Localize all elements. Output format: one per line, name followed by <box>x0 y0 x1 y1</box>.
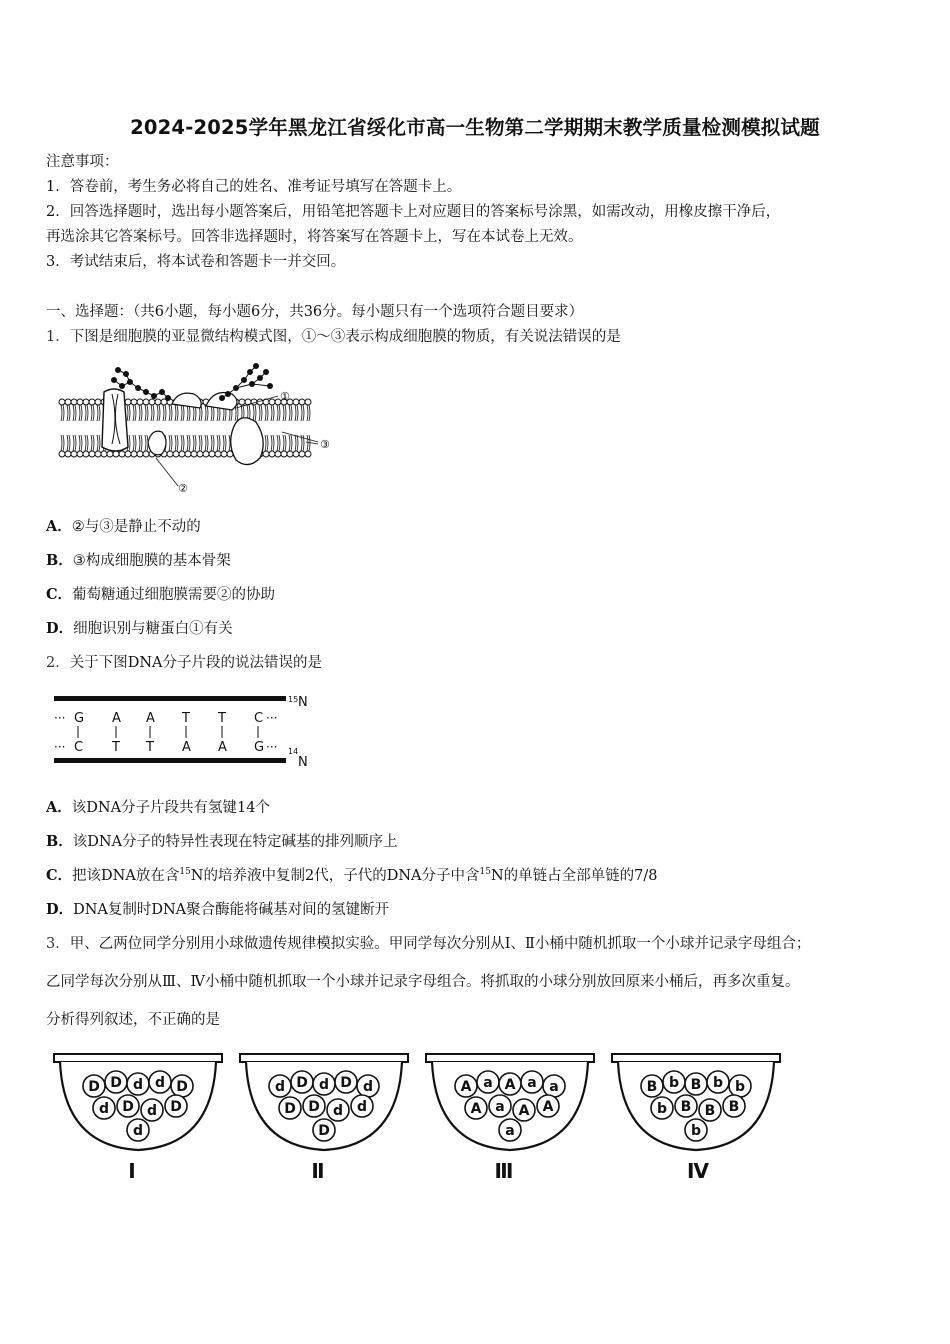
phospholipid-tail <box>223 435 226 451</box>
phospholipid-tail <box>79 405 82 421</box>
q1-option-c[interactable] <box>46 585 275 605</box>
bucket <box>54 1054 222 1183</box>
ball-letter: B <box>704 1103 716 1119</box>
bucket-label: Ⅱ <box>311 1159 325 1183</box>
phospholipid-tail <box>301 405 304 421</box>
phospholipid-head <box>185 451 191 457</box>
phospholipid-head <box>95 399 101 405</box>
phospholipid-tail <box>139 405 142 421</box>
ball-letter: a <box>495 1099 505 1115</box>
phospholipid-tail <box>61 405 64 421</box>
base-bottom: T <box>112 740 120 755</box>
phospholipid-tail <box>271 435 274 451</box>
phospholipid-tail <box>271 405 274 421</box>
ball-letter: a <box>505 1123 515 1139</box>
phospholipid-head <box>263 451 269 457</box>
ball-letter: d <box>98 1101 110 1117</box>
q2-option-a[interactable] <box>46 798 270 818</box>
ball-letter: D <box>318 1123 330 1139</box>
phospholipid-head <box>89 451 95 457</box>
phospholipid-head <box>179 451 185 457</box>
phospholipid-head <box>101 451 107 457</box>
phospholipid-tail <box>133 405 136 421</box>
option-text: 细胞识别与糖蛋白①有关 <box>73 621 233 637</box>
phospholipid-tail <box>133 435 136 451</box>
bucket-rim <box>240 1054 408 1062</box>
phospholipid-head <box>125 399 131 405</box>
q2-option-c[interactable] <box>46 866 657 886</box>
q2-stem-text: 关于下图DNA分子片段的说法错误的是 <box>69 655 323 671</box>
phospholipid-head <box>77 399 83 405</box>
phospholipid-head <box>215 451 221 457</box>
bucket-rim <box>54 1054 222 1062</box>
phospholipid-tail <box>85 405 88 421</box>
q2-stem <box>46 653 322 673</box>
base-top: T <box>218 711 226 726</box>
ball-letter: D <box>170 1099 182 1115</box>
phospholipid-tail <box>217 435 220 451</box>
phospholipid-tail <box>265 405 268 421</box>
base-top: A <box>146 711 155 726</box>
phospholipid-tail <box>259 405 262 421</box>
label-2: ② <box>178 482 188 495</box>
ball-letter: A <box>518 1103 530 1119</box>
phospholipid-tail <box>151 405 154 421</box>
ball-letter: B <box>690 1077 702 1093</box>
ball-letter: d <box>154 1075 166 1091</box>
protein-2 <box>148 431 166 455</box>
phospholipid-head <box>269 451 275 457</box>
phospholipid-head <box>275 451 281 457</box>
ball-letter: D <box>122 1099 134 1115</box>
option-text: ②与③是静止不动的 <box>71 519 201 535</box>
q1-option-a[interactable] <box>46 517 201 537</box>
option-text: 该DNA分子片段共有氢键14个 <box>71 800 270 816</box>
ball-letter: d <box>132 1123 144 1139</box>
option-text: ③构成细胞膜的基本骨架 <box>72 553 231 569</box>
phospholipid-tail <box>187 435 190 451</box>
phospholipid-tail <box>73 435 76 451</box>
phospholipid-tail <box>265 435 268 451</box>
ball-letter: d <box>146 1103 158 1119</box>
bucket-label: Ⅳ <box>687 1159 709 1183</box>
ball-letter: b <box>712 1075 724 1091</box>
ball-letter: a <box>483 1075 493 1091</box>
phospholipid-head <box>209 451 215 457</box>
bucket-rim <box>426 1054 594 1062</box>
option-text: 葡萄糖通过细胞膜需要②的协助 <box>72 587 276 603</box>
phospholipid-tail <box>175 405 178 421</box>
ball-letter: A <box>460 1079 472 1095</box>
label-1: ① <box>280 390 290 403</box>
phospholipid-tail <box>289 405 292 421</box>
base-bottom: T <box>146 740 154 755</box>
base-bottom: C <box>74 740 84 755</box>
option-key: C． <box>46 586 73 603</box>
phospholipid-head <box>83 399 89 405</box>
phospholipid-tail <box>277 405 280 421</box>
phospholipid-head <box>167 451 173 457</box>
phospholipid-tail <box>205 405 208 421</box>
bucket-label: Ⅲ <box>494 1159 514 1183</box>
base-top: C <box>254 711 264 726</box>
phospholipid-tail <box>97 405 100 421</box>
top-dash-end: ··· <box>266 711 278 725</box>
notice-item-1: 1．答卷前，考生务必将自己的姓名、准考证号填写在答题卡上。 <box>46 179 462 195</box>
phospholipid-tail <box>199 435 202 451</box>
ball-letter: B <box>680 1099 692 1115</box>
phospholipid-head <box>137 451 143 457</box>
phospholipid-tail <box>295 405 298 421</box>
ball-letter: A <box>542 1099 554 1115</box>
glycoprotein <box>172 393 201 408</box>
phospholipid-tail <box>169 405 172 421</box>
phospholipid-tail <box>283 435 286 451</box>
top-strand-bar <box>54 696 286 701</box>
base-bottom: G <box>254 740 265 755</box>
phospholipid-head <box>293 399 299 405</box>
phospholipid-tail <box>181 435 184 451</box>
phospholipid-tail <box>307 435 310 451</box>
phospholipid-tail <box>169 435 172 451</box>
phospholipid-tail <box>163 405 166 421</box>
phospholipid-head <box>299 451 305 457</box>
option-key: D． <box>46 620 74 637</box>
phospholipid-head <box>197 451 203 457</box>
phospholipid-head <box>143 399 149 405</box>
text-part: 把该DNA放在含 <box>72 868 180 884</box>
q1-stem <box>46 327 621 347</box>
q1-option-b[interactable] <box>46 551 231 571</box>
phospholipid-head <box>107 451 113 457</box>
phospholipid-tail <box>91 435 94 451</box>
dna-figure <box>48 688 318 772</box>
bucket <box>240 1054 408 1183</box>
ball-letter: D <box>296 1075 308 1091</box>
bucket-label: Ⅰ <box>128 1159 136 1183</box>
q3-stem-line-1 <box>46 934 810 954</box>
q1-option-d[interactable] <box>46 619 233 639</box>
text-part: N的单链占全部单链的7/8 <box>490 868 658 884</box>
base-bottom: A <box>218 740 227 755</box>
phospholipid-tail <box>187 405 190 421</box>
q2-option-d[interactable] <box>46 900 389 920</box>
ball-letter: B <box>728 1099 740 1115</box>
q3-stem-text: 甲、乙两位同学分别用小球做遗传规律模拟实验。甲同学每次分别从Ⅰ、Ⅱ小桶中随机抓取一个小球并记录字母组合； <box>69 936 811 952</box>
phospholipid-head <box>71 451 77 457</box>
bucket <box>612 1054 780 1183</box>
large-protein <box>231 418 264 465</box>
q2-option-b[interactable] <box>46 832 398 852</box>
ball-letter: d <box>318 1077 330 1093</box>
ball-letter: b <box>690 1123 702 1139</box>
phospholipid-head <box>269 399 275 405</box>
phospholipid-tail <box>283 405 286 421</box>
phospholipid-tail <box>91 405 94 421</box>
phospholipid-tail <box>307 405 310 421</box>
phospholipid-head <box>89 399 95 405</box>
ball-letter: d <box>356 1099 368 1115</box>
phospholipid-head <box>131 399 137 405</box>
option-text: DNA复制时DNA聚合酶能将碱基对间的氢键断开 <box>73 902 390 918</box>
phospholipid-head <box>113 451 119 457</box>
phospholipid-tail <box>97 435 100 451</box>
notice-item-2: 2．回答选择题时，选出每小题答案后，用铅笔把答题卡上对应题目的答案标号涂黑，如需改动，用橡皮擦干净后， <box>46 204 781 220</box>
phospholipid-head <box>281 451 287 457</box>
ball-letter: D <box>284 1101 296 1117</box>
phospholipid-head <box>149 399 155 405</box>
ball-letter: d <box>362 1079 374 1095</box>
q3-stem-line-3: 分析得列叙述，不正确的是 <box>46 1012 220 1028</box>
phospholipid-tail <box>277 435 280 451</box>
base-top: G <box>74 711 85 726</box>
q3-number: 3． <box>46 936 70 952</box>
option-text: 该DNA分子的特异性表现在特定碱基的排列顺序上 <box>72 834 398 850</box>
ball-letter: D <box>88 1079 100 1095</box>
phospholipid-head <box>203 451 209 457</box>
phospholipid-head <box>239 399 245 405</box>
phospholipid-tails <box>61 405 310 451</box>
phospholipid-tail <box>253 405 256 421</box>
bottom-dash-end: ··· <box>266 740 278 754</box>
phospholipid-head <box>71 399 77 405</box>
phospholipid-head <box>137 399 143 405</box>
phospholipid-head <box>59 451 65 457</box>
base-bottom: A <box>182 740 191 755</box>
base-top: A <box>112 711 121 726</box>
phospholipid-tail <box>127 405 130 421</box>
phospholipid-tail <box>193 435 196 451</box>
phospholipid-head <box>221 451 227 457</box>
bottom-element: N <box>298 755 308 770</box>
option-key: A． <box>46 518 72 535</box>
buckets-figure <box>50 1050 790 1190</box>
phospholipid-tail <box>205 435 208 451</box>
phospholipid-tail <box>67 405 70 421</box>
ball-letter: d <box>274 1079 286 1095</box>
bottom-mass: 14 <box>288 747 299 756</box>
phospholipid-head <box>287 451 293 457</box>
phospholipid-head <box>293 451 299 457</box>
phospholipid-tail <box>61 435 64 451</box>
q2-number: 2． <box>46 655 70 671</box>
top-dots: ··· <box>54 711 66 725</box>
phospholipid-head <box>65 451 71 457</box>
phospholipid-tail <box>145 405 148 421</box>
ball-letter: A <box>504 1077 516 1093</box>
bottom-strand-bar <box>54 758 286 763</box>
phospholipid-head <box>131 451 137 457</box>
notice-heading: 注意事项： <box>46 154 119 170</box>
ball-letter: b <box>668 1075 680 1091</box>
ball-letter: b <box>656 1101 668 1117</box>
superscript: 15 <box>479 867 491 877</box>
phospholipid-head <box>77 451 83 457</box>
superscript: 15 <box>179 867 191 877</box>
ball-letter: D <box>308 1099 320 1115</box>
phospholipid-head <box>155 399 161 405</box>
option-key: B． <box>46 552 73 569</box>
ball-letter: d <box>332 1103 344 1119</box>
phospholipid-head <box>95 451 101 457</box>
phospholipid-head <box>119 451 125 457</box>
label-3: ③ <box>320 438 330 451</box>
phospholipid-tail <box>67 435 70 451</box>
phospholipid-tail <box>85 435 88 451</box>
top-element: N <box>298 695 308 710</box>
bottom-dots: ··· <box>54 740 66 754</box>
q1-stem-text: 下图是细胞膜的亚显微结构模式图，①～③表示构成细胞膜的物质，有关说法错误的是 <box>69 329 621 345</box>
phospholipid-head <box>125 451 131 457</box>
phospholipid-head <box>305 451 311 457</box>
ball-letter: A <box>470 1101 482 1117</box>
q3-stem-line-2: 乙同学每次分别从Ⅲ、Ⅳ小桶中随机抓取一个小球并记录字母组合。将抓取的小球分别放回原来小桶后，再多次重复。 <box>46 974 800 990</box>
phospholipid-tail <box>139 435 142 451</box>
ball-letter: a <box>549 1079 559 1095</box>
section-heading: 一、选择题：（共6小题，每小题6分，共36分。每小题只有一个选项符合题目要求） <box>46 304 584 320</box>
page-title: 2024-2025学年黑龙江省绥化市高一生物第二学期期末教学质量检测模拟试题 <box>130 116 820 139</box>
bucket <box>426 1054 594 1183</box>
phospholipid-head <box>299 399 305 405</box>
phospholipid-head <box>173 451 179 457</box>
ball-letter: d <box>132 1077 144 1093</box>
phospholipid-tail <box>289 435 292 451</box>
option-key: D． <box>46 901 74 918</box>
phospholipid-tail <box>175 435 178 451</box>
phospholipid-head <box>191 451 197 457</box>
phospholipid-tail <box>157 405 160 421</box>
phospholipid-tail <box>73 405 76 421</box>
phospholipid-head <box>65 399 71 405</box>
text-part: N的培养液中复制2代，子代的DNA分子中含 <box>190 868 480 884</box>
ball-letter: b <box>734 1079 746 1095</box>
ball-letter: a <box>527 1075 537 1091</box>
option-key: A． <box>46 799 72 816</box>
option-key: B． <box>46 833 73 850</box>
phospholipid-tail <box>211 435 214 451</box>
ball-letter: D <box>110 1075 122 1091</box>
base-top: T <box>182 711 190 726</box>
top-mass: 15 <box>288 695 299 704</box>
option-key: C． <box>46 867 73 884</box>
option-text <box>72 868 657 884</box>
phospholipid-head <box>83 451 89 457</box>
cell-membrane-figure <box>56 362 346 502</box>
phospholipid-head <box>143 451 149 457</box>
phospholipid-head <box>305 399 311 405</box>
bucket-rim <box>612 1054 780 1062</box>
phospholipid-head <box>59 399 65 405</box>
phospholipid-tail <box>181 405 184 421</box>
ball-letter: B <box>646 1079 658 1095</box>
notice-item-2-cont: 再选涂其它答案标号。回答非选择题时，将答案写在答题卡上，写在本试卷上无效。 <box>46 229 583 245</box>
ball-letter: D <box>340 1075 352 1091</box>
notice-item-3: 3．考试结束后，将本试卷和答题卡一并交回。 <box>46 254 346 270</box>
phospholipid-tail <box>79 435 82 451</box>
ball-letter: D <box>176 1079 188 1095</box>
q1-number: 1． <box>46 329 70 345</box>
phospholipid-tail <box>295 435 298 451</box>
